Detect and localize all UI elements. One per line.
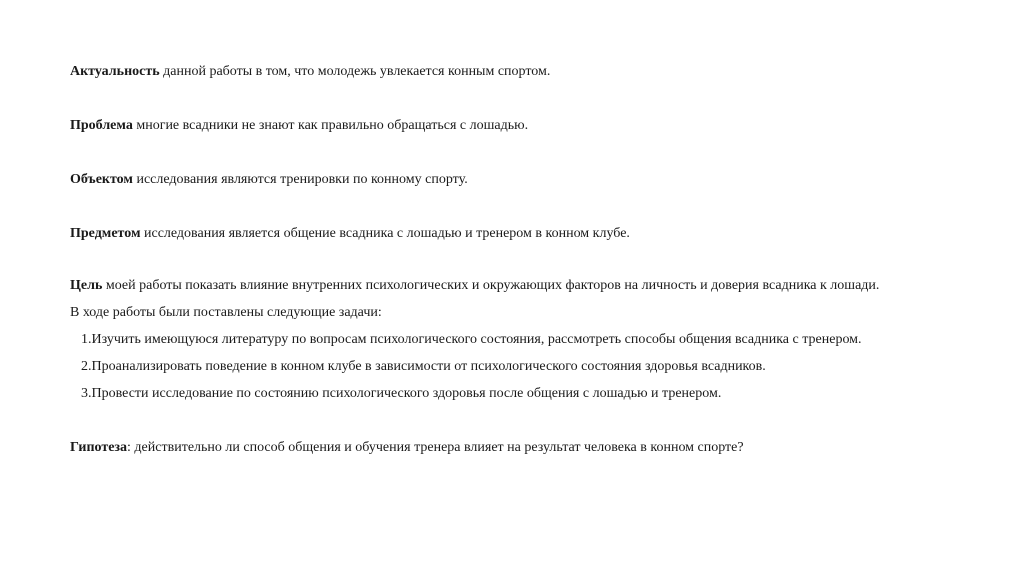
hypothesis-text: : действительно ли способ общения и обучения тренера влияет на результат человека в конном спорте? — [127, 440, 744, 455]
subject-term: Предметом — [70, 226, 141, 241]
object-paragraph — [70, 171, 468, 189]
problem-paragraph — [70, 117, 528, 135]
problem-text: многие всадники не знают как правильно обращаться с лошадью. — [132, 118, 529, 133]
object-term: Объектом — [70, 172, 133, 187]
object-text: исследования являются тренировки по конному спорту. — [132, 172, 468, 187]
task-item-2: 2.Проанализировать поведение в конном клубе в зависимости от психологического состояния здоровья всадников. — [81, 359, 766, 374]
goal-term: Цель — [70, 278, 103, 293]
relevance-paragraph — [70, 63, 550, 81]
relevance-term: Актуальность — [70, 64, 160, 79]
task-item-1: 1.Изучить имеющуюся литературу по вопросам психологического состояния, рассмотреть способы общения всадника с тренером. — [81, 332, 862, 347]
goal-text: моей работы показать влияние внутренних психологических и окружающих факторов на личность и доверия всадника к лошади. — [102, 278, 880, 293]
problem-term: Проблема — [70, 118, 133, 133]
task-item-3: 3.Провести исследование по состоянию психологического здоровья после общения с лошадью и тренером. — [81, 386, 722, 401]
hypothesis-paragraph — [70, 439, 744, 457]
subject-paragraph — [70, 225, 630, 243]
hypothesis-term: Гипотеза — [70, 440, 128, 455]
goal-paragraph — [70, 277, 879, 295]
tasks-intro: В ходе работы были поставлены следующие задачи: — [70, 305, 382, 320]
relevance-text: данной работы в том, что молодежь увлекается конным спортом. — [159, 64, 551, 79]
subject-text: исследования является общение всадника с лошадью и тренером в конном клубе. — [140, 226, 630, 241]
